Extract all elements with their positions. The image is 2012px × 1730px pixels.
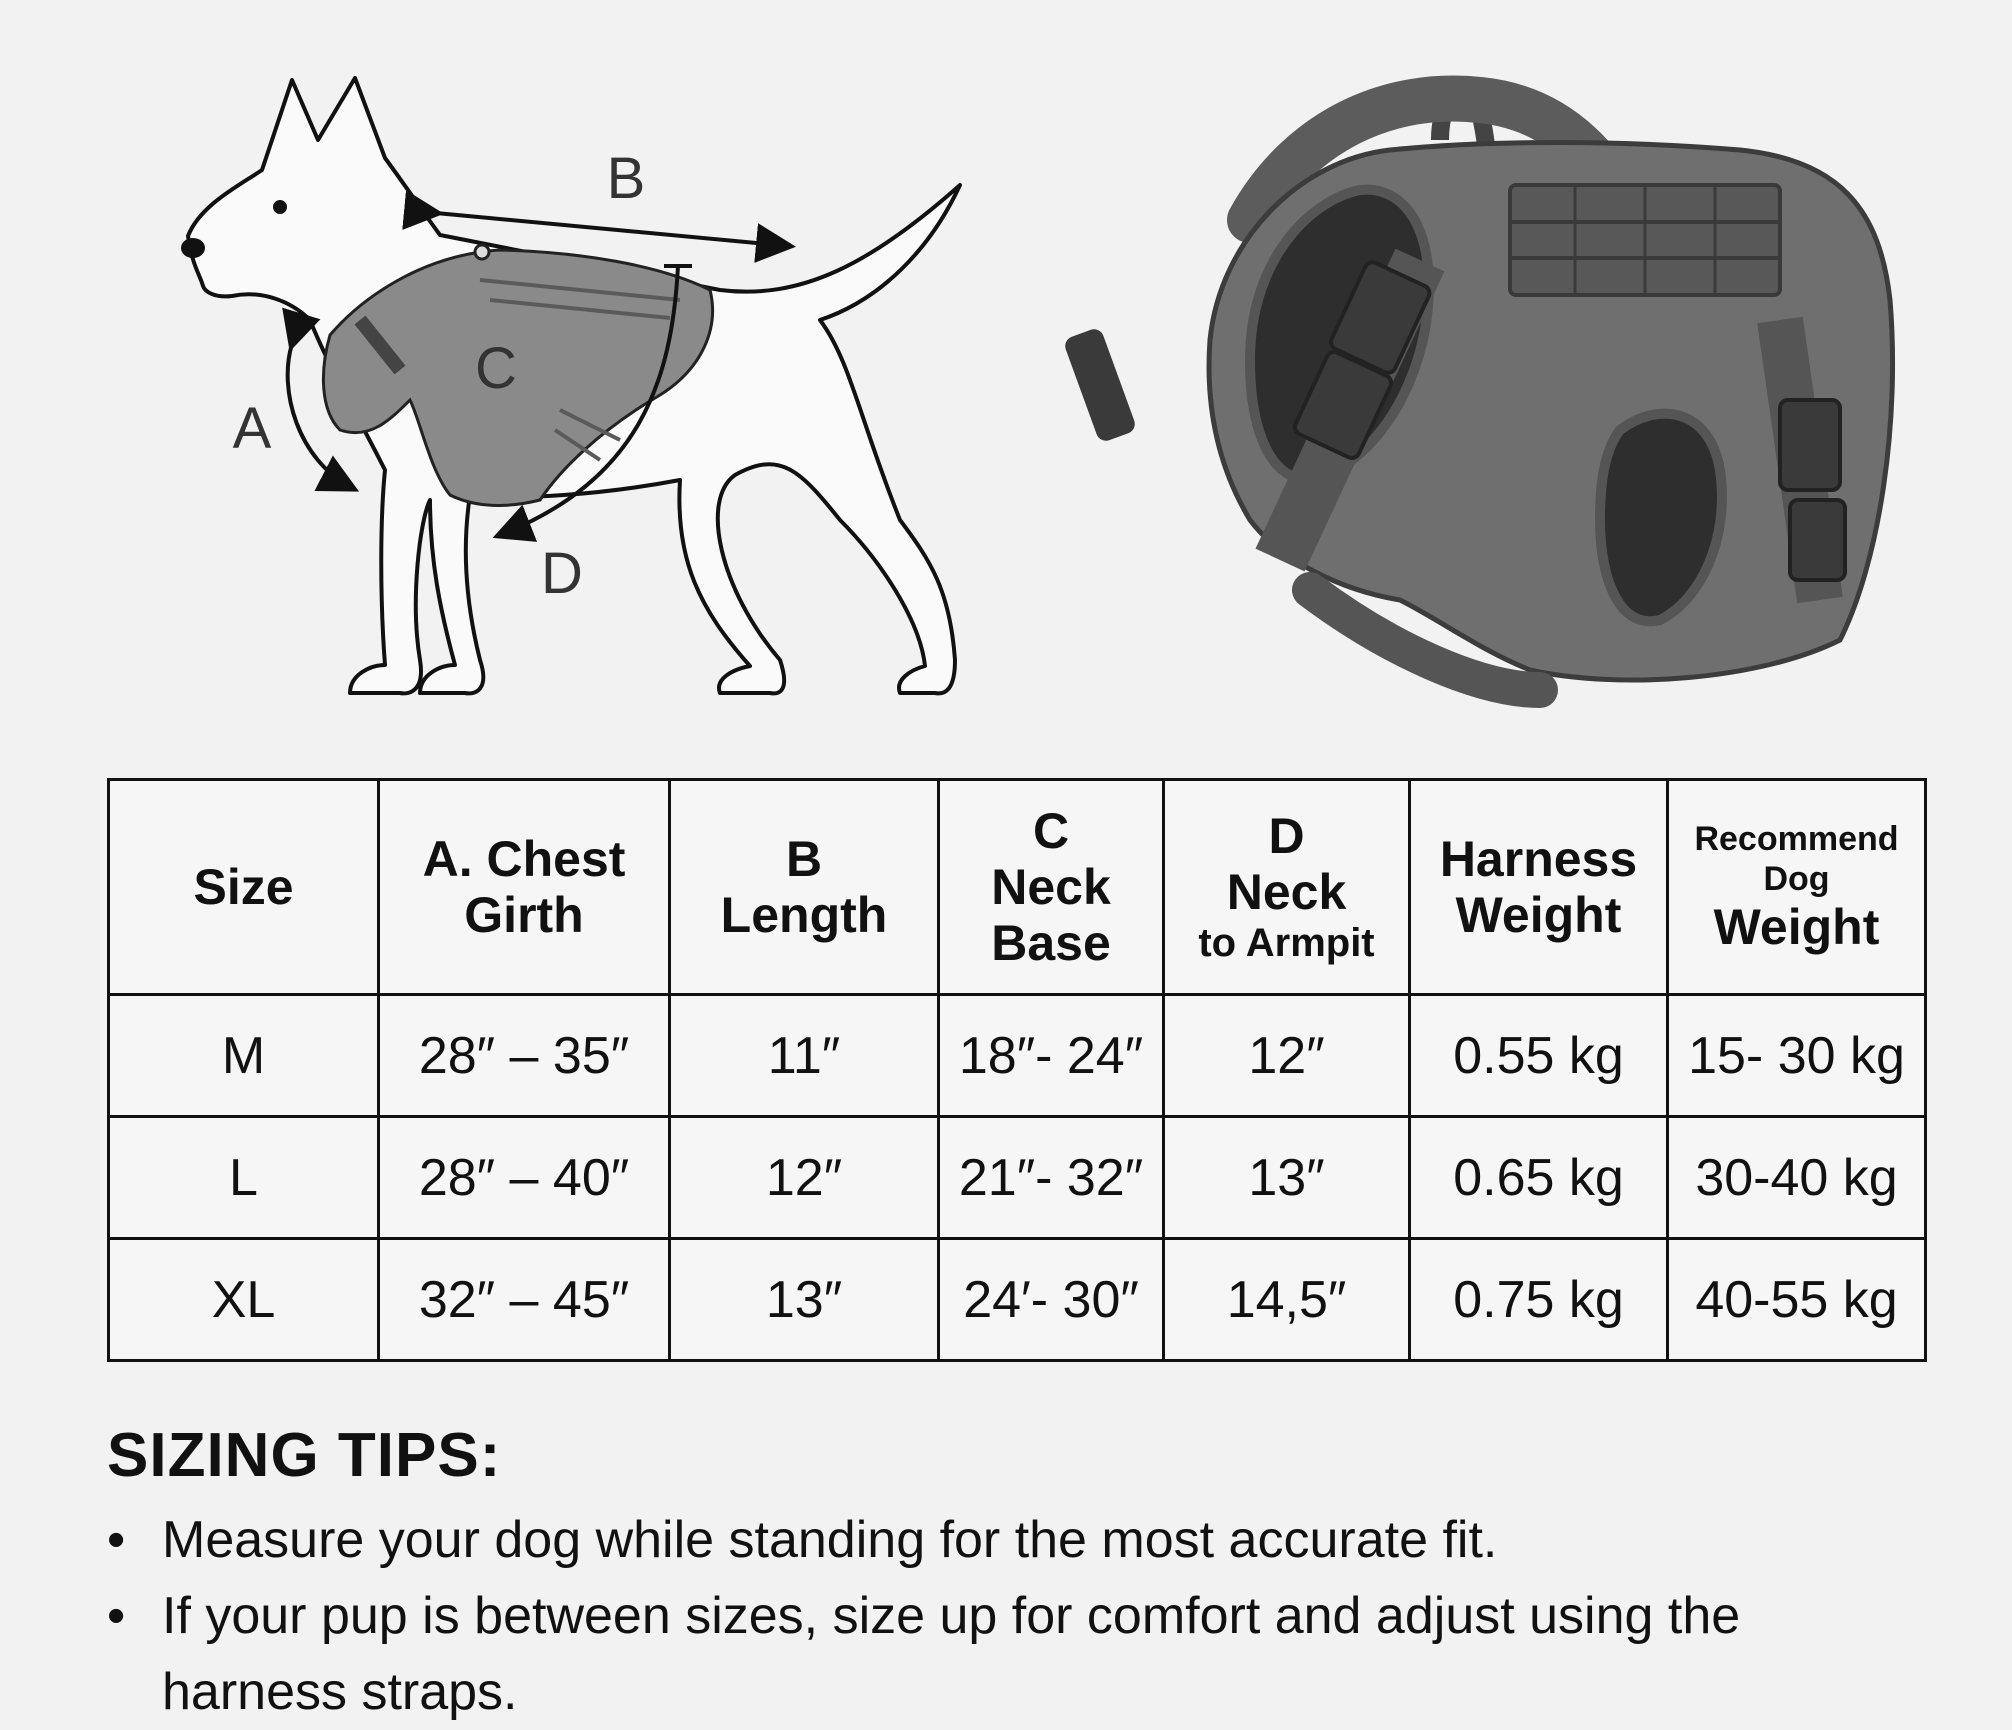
- measure-c-label: C: [475, 336, 517, 401]
- cell-dog-weight: 15- 30 kg: [1668, 995, 1926, 1117]
- harness-product-image: [1060, 0, 1980, 740]
- dog-nose: [181, 238, 205, 258]
- measure-b-label: B: [606, 146, 646, 211]
- header-length-line-1: B: [785, 831, 823, 887]
- header-neck-to-armpit: [1164, 780, 1410, 995]
- cell-neck-base: 24′- 30″: [939, 1239, 1164, 1361]
- list-item: [107, 1578, 1907, 1730]
- header-chest-line-2: Girth: [464, 887, 584, 943]
- cell-harness-weight: 0.75 kg: [1410, 1239, 1668, 1361]
- tip-text: Measure your dog while standing for the most accurate fit.: [162, 1511, 1498, 1569]
- header-neck-base: [939, 780, 1164, 995]
- cell-harness-weight: 0.65 kg: [1410, 1117, 1668, 1239]
- cell-neck-to-armpit: 12″: [1164, 995, 1410, 1117]
- cell-neck-base: 21″- 32″: [939, 1117, 1164, 1239]
- cell-chest-girth: 32″ – 45″: [379, 1239, 670, 1361]
- header-neck-armpit-line-3: to Armpit: [1198, 921, 1375, 965]
- cell-dog-weight: 30-40 kg: [1668, 1117, 1926, 1239]
- measure-a-label: A: [232, 396, 272, 461]
- illustrations: [0, 0, 2012, 740]
- size-chart-table: [107, 778, 1927, 1362]
- cell-neck-base: 18″- 24″: [939, 995, 1164, 1117]
- cell-size: XL: [109, 1239, 379, 1361]
- cell-neck-to-armpit: 14,5″: [1164, 1239, 1410, 1361]
- measure-b-arrow: [436, 213, 788, 246]
- header-neck-base-line-2: Neck: [991, 859, 1111, 915]
- header-length-line-2: Length: [720, 887, 888, 943]
- table-row: [109, 995, 1926, 1117]
- tip-text: If your pup is between sizes, size up for comfort and adjust using the harness straps.: [162, 1587, 1741, 1721]
- table-row: [109, 1117, 1926, 1239]
- header-dog-weight-line-3: Weight: [1713, 899, 1880, 955]
- cell-chest-girth: 28″ – 40″: [379, 1117, 670, 1239]
- sizing-tips-title: SIZING TIPS:: [107, 1421, 502, 1490]
- list-item: [107, 1502, 1907, 1578]
- cell-dog-weight: 40-55 kg: [1668, 1239, 1926, 1361]
- header-chest-girth: [379, 780, 670, 995]
- bullet-marker: •: [107, 1587, 126, 1645]
- sizing-tips-list: [107, 1502, 1907, 1730]
- bullet-marker: •: [107, 1511, 126, 1569]
- measure-d-label: D: [541, 541, 583, 606]
- cell-length: 11″: [670, 995, 939, 1117]
- header-dog-weight-line-1: Recommend: [1694, 820, 1899, 858]
- header-neck-armpit-line-1: D: [1268, 808, 1305, 864]
- header-recommend-dog-weight: [1668, 780, 1926, 995]
- cell-size: L: [109, 1117, 379, 1239]
- header-harness-weight-line-2: Weight: [1455, 887, 1622, 943]
- cell-chest-girth: 28″ – 35″: [379, 995, 670, 1117]
- header-dog-weight-line-2: Dog: [1763, 860, 1830, 898]
- cell-size: M: [109, 995, 379, 1117]
- header-harness-weight-line-1: Harness: [1439, 831, 1638, 887]
- header-chest-line-1: A. Chest: [422, 831, 626, 887]
- header-neck-base-line-1: C: [1032, 803, 1070, 859]
- header-harness-weight: [1410, 780, 1668, 995]
- cell-harness-weight: 0.55 kg: [1410, 995, 1668, 1117]
- dog-measurement-illustration: [0, 0, 1000, 740]
- cell-length: 12″: [670, 1117, 939, 1239]
- header-size: [109, 780, 379, 995]
- table-header-row: [109, 780, 1926, 995]
- header-size-label: Size: [193, 859, 294, 915]
- cell-length: 13″: [670, 1239, 939, 1361]
- header-neck-armpit-line-2: Neck: [1226, 864, 1347, 920]
- header-neck-base-line-3: Base: [991, 915, 1111, 971]
- cell-neck-to-armpit: 13″: [1164, 1117, 1410, 1239]
- header-length: [670, 780, 939, 995]
- table-row: [109, 1239, 1926, 1361]
